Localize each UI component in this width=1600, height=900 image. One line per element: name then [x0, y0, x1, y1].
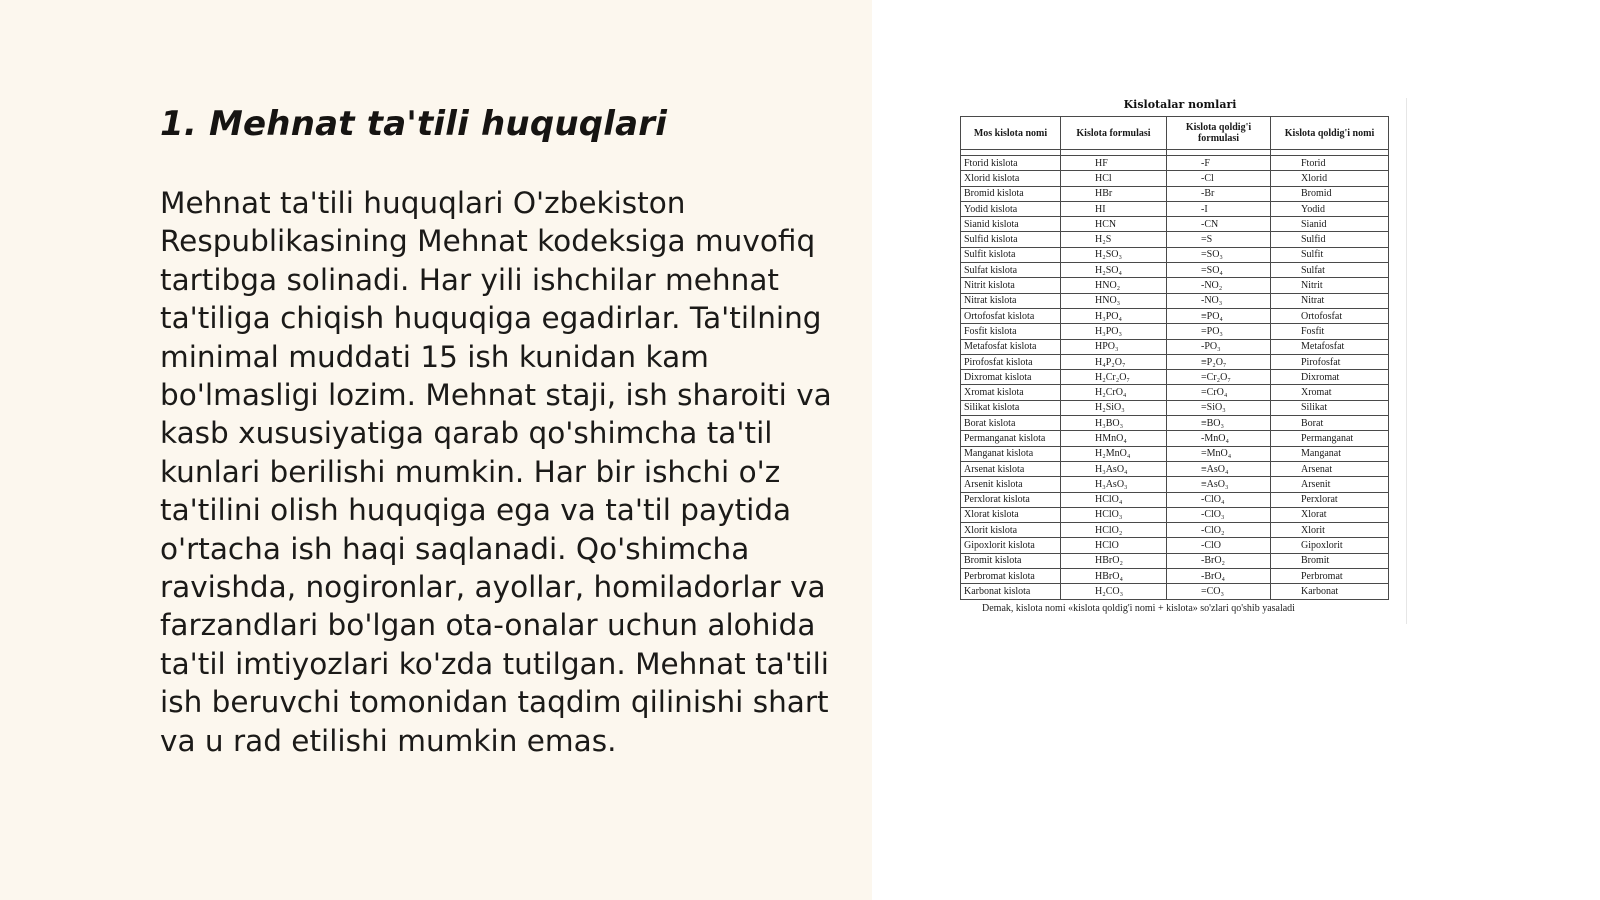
cell-residue-formula: =CrO₄ [1167, 385, 1271, 400]
table-row [961, 324, 1389, 339]
slide-title: 1. Mehnat ta'tili huquqlari [160, 104, 668, 144]
cell-residue-formula: -MnO₄ [1167, 431, 1271, 446]
cell-acid-formula: HBrO₂ [1061, 553, 1167, 568]
cell-acid-name: Nitrat kislota [961, 293, 1061, 308]
cell-acid-name: Ftorid kislota [961, 156, 1061, 171]
cell-residue-formula: -BrO₄ [1167, 569, 1271, 584]
cell-acid-name: Sulfat kislota [961, 263, 1061, 278]
cell-residue-formula: -Br [1167, 186, 1271, 201]
cell-acid-name: Manganat kislota [961, 446, 1061, 461]
cell-residue-name: Manganat [1271, 446, 1389, 461]
table-row [961, 278, 1389, 293]
figure-edge-line [1406, 98, 1407, 624]
table-row [961, 431, 1389, 446]
header-acid-name: Mos kislota nomi [961, 117, 1061, 150]
cell-residue-name: Ortofosfat [1271, 308, 1389, 323]
cell-acid-name: Arsenit kislota [961, 477, 1061, 492]
cell-acid-name: Karbonat kislota [961, 584, 1061, 599]
table-row [961, 217, 1389, 232]
cell-acid-formula: H₂CrO₄ [1061, 385, 1167, 400]
cell-residue-formula: -ClO₃ [1167, 507, 1271, 522]
table-row [961, 492, 1389, 507]
cell-acid-name: Xlorid kislota [961, 171, 1061, 186]
cell-acid-name: Permanganat kislota [961, 431, 1061, 446]
cell-acid-formula: HBrO₄ [1061, 569, 1167, 584]
acid-names-table-image [960, 96, 1400, 614]
table-row [961, 354, 1389, 369]
cell-residue-formula: -NO₂ [1167, 278, 1271, 293]
cell-acid-name: Fosfit kislota [961, 324, 1061, 339]
cell-residue-name: Bromit [1271, 553, 1389, 568]
cell-residue-name: Permanganat [1271, 431, 1389, 446]
cell-acid-formula: HClO₄ [1061, 492, 1167, 507]
cell-acid-formula: HI [1061, 201, 1167, 216]
cell-residue-formula: =CO₃ [1167, 584, 1271, 599]
cell-residue-formula: -I [1167, 201, 1271, 216]
cell-residue-name: Yodid [1271, 201, 1389, 216]
cell-acid-formula: H₃PO₄ [1061, 308, 1167, 323]
table-row [961, 247, 1389, 262]
cell-residue-formula: =Cr₂O₇ [1167, 370, 1271, 385]
cell-residue-formula: -ClO₂ [1167, 523, 1271, 538]
cell-residue-formula: ≡AsO₄ [1167, 461, 1271, 476]
table-row [961, 385, 1389, 400]
table-row [961, 507, 1389, 522]
cell-residue-formula: =MnO₄ [1167, 446, 1271, 461]
table-row [961, 569, 1389, 584]
cell-residue-name: Fosfit [1271, 324, 1389, 339]
cell-acid-formula: H₂SiO₃ [1061, 400, 1167, 415]
cell-acid-name: Gipoxlorit kislota [961, 538, 1061, 553]
cell-residue-name: Arsenit [1271, 477, 1389, 492]
cell-residue-name: Bromid [1271, 186, 1389, 201]
cell-residue-formula: =SO₃ [1167, 247, 1271, 262]
cell-acid-formula: H₃AsO₄ [1061, 461, 1167, 476]
header-acid-formula: Kislota formulasi [1061, 117, 1167, 150]
cell-acid-formula: HCN [1061, 217, 1167, 232]
cell-acid-name: Perxlorat kislota [961, 492, 1061, 507]
cell-residue-formula: ≡BO₃ [1167, 416, 1271, 431]
cell-acid-name: Xlorit kislota [961, 523, 1061, 538]
cell-residue-formula: ≡P₂O₇ [1167, 354, 1271, 369]
cell-acid-formula: HF [1061, 156, 1167, 171]
table-row [961, 553, 1389, 568]
cell-acid-name: Arsenat kislota [961, 461, 1061, 476]
table-caption: Kislotalar nomlari [1123, 98, 1237, 111]
cell-residue-name: Perbromat [1271, 569, 1389, 584]
cell-acid-name: Sianid kislota [961, 217, 1061, 232]
cell-residue-formula: =PO₃ [1167, 324, 1271, 339]
cell-acid-formula: H₂MnO₄ [1061, 446, 1167, 461]
cell-acid-name: Xromat kislota [961, 385, 1061, 400]
cell-acid-formula: HCl [1061, 171, 1167, 186]
table-row [961, 370, 1389, 385]
table-row [961, 477, 1389, 492]
cell-residue-name: Xlorit [1271, 523, 1389, 538]
cell-residue-name: Pirofosfat [1271, 354, 1389, 369]
cell-residue-name: Sulfit [1271, 247, 1389, 262]
cell-acid-name: Silikat kislota [961, 400, 1061, 415]
slide-body-text: Mehnat ta'tili huquqlari O'zbekiston Respublikasining Mehnat kodeksiga muvofiq tartibga solinadi. Har yili ishchilar mehnat ta'tiliga chiqish huquqiga egadirlar. Ta'tilning minimal muddati 15 ish kunidan kam bo'lmasligi lozim. Mehnat staji, ish sharoiti va kasb xususiyatiga qarab qo'shimcha ta'til kunlari berilishi mumkin. Har bir ishchi o'z ta'tilini olish huquqiga ega va ta'til paytida o'rtacha ish haqi saqlanadi. Qo'shimcha ravishda, nogironlar, ayollar, homiladorlar va farzandlari bo'lgan ota-onalar uchun alohida ta'til imtiyozlari ko'zda tutilgan. Mehnat ta'tili ish beruvchi tomonidan taqdim qilinishi shart va u rad etilishi mumkin emas. [160, 186, 832, 758]
cell-acid-name: Metafosfat kislota [961, 339, 1061, 354]
cell-residue-name: Borat [1271, 416, 1389, 431]
table-row [961, 523, 1389, 538]
cell-residue-name: Perxlorat [1271, 492, 1389, 507]
cell-acid-name: Pirofosfat kislota [961, 354, 1061, 369]
cell-residue-formula: -NO₃ [1167, 293, 1271, 308]
cell-acid-name: Sulfid kislota [961, 232, 1061, 247]
cell-acid-name: Ortofosfat kislota [961, 308, 1061, 323]
cell-residue-formula: -BrO₂ [1167, 553, 1271, 568]
cell-acid-formula: H₄P₂O₇ [1061, 354, 1167, 369]
cell-acid-name: Yodid kislota [961, 201, 1061, 216]
table-row [961, 201, 1389, 216]
table-row [961, 339, 1389, 354]
table-row [961, 416, 1389, 431]
cell-residue-formula: -ClO₄ [1167, 492, 1271, 507]
table-row [961, 584, 1389, 599]
cell-residue-formula: =SO₄ [1167, 263, 1271, 278]
cell-acid-name: Nitrit kislota [961, 278, 1061, 293]
cell-acid-formula: H₃BO₃ [1061, 416, 1167, 431]
table-row [961, 293, 1389, 308]
cell-residue-formula: ≡AsO₃ [1167, 477, 1271, 492]
table-row [961, 538, 1389, 553]
table-row [961, 308, 1389, 323]
cell-residue-name: Sulfid [1271, 232, 1389, 247]
table-row [961, 400, 1389, 415]
cell-acid-formula: HClO₂ [1061, 523, 1167, 538]
cell-residue-name: Xlorat [1271, 507, 1389, 522]
cell-acid-formula: H₂CO₃ [1061, 584, 1167, 599]
cell-residue-formula: =SiO₃ [1167, 400, 1271, 415]
cell-residue-name: Nitrat [1271, 293, 1389, 308]
table-row [961, 461, 1389, 476]
cell-acid-formula: HMnO₄ [1061, 431, 1167, 446]
table-footnote: Demak, kislota nomi «kislota qoldig'i nomi + kislota» so'zlari qo'shib yasaladi [982, 602, 1295, 614]
cell-acid-formula: H₃PO₃ [1061, 324, 1167, 339]
cell-residue-name: Metafosfat [1271, 339, 1389, 354]
table-row [961, 263, 1389, 278]
cell-acid-formula: HBr [1061, 186, 1167, 201]
cell-residue-name: Xlorid [1271, 171, 1389, 186]
cell-acid-name: Bromit kislota [961, 553, 1061, 568]
cell-residue-name: Sianid [1271, 217, 1389, 232]
cell-residue-name: Arsenat [1271, 461, 1389, 476]
cell-acid-name: Perbromat kislota [961, 569, 1061, 584]
cell-acid-formula: H₂S [1061, 232, 1167, 247]
cell-acid-formula: HClO₃ [1061, 507, 1167, 522]
cell-acid-name: Sulfit kislota [961, 247, 1061, 262]
cell-acid-formula: H₂SO₃ [1061, 247, 1167, 262]
cell-residue-formula: -PO₃ [1167, 339, 1271, 354]
cell-acid-formula: H₃AsO₃ [1061, 477, 1167, 492]
table-row [961, 171, 1389, 186]
cell-residue-name: Gipoxlorit [1271, 538, 1389, 553]
cell-acid-formula: HNO₂ [1061, 278, 1167, 293]
acid-names-table [960, 116, 1389, 600]
cell-residue-name: Karbonat [1271, 584, 1389, 599]
cell-acid-name: Dixromat kislota [961, 370, 1061, 385]
cell-residue-formula: =S [1167, 232, 1271, 247]
cell-acid-formula: H₂Cr₂O₇ [1061, 370, 1167, 385]
header-residue-name: Kislota qoldig'i nomi [1271, 117, 1389, 150]
cell-acid-formula: HNO₃ [1061, 293, 1167, 308]
table-row [961, 232, 1389, 247]
table-row [961, 186, 1389, 201]
cell-residue-formula: -F [1167, 156, 1271, 171]
table-row [961, 446, 1389, 461]
cell-acid-name: Bromid kislota [961, 186, 1061, 201]
cell-residue-name: Xromat [1271, 385, 1389, 400]
cell-residue-formula: -Cl [1167, 171, 1271, 186]
header-residue-formula: Kislota qoldig'i formulasi [1167, 117, 1271, 150]
cell-residue-name: Silikat [1271, 400, 1389, 415]
cell-residue-name: Ftorid [1271, 156, 1389, 171]
cell-residue-name: Nitrit [1271, 278, 1389, 293]
cell-residue-name: Sulfat [1271, 263, 1389, 278]
table-body [961, 150, 1389, 600]
table-header-row [961, 117, 1389, 150]
cell-acid-name: Borat kislota [961, 416, 1061, 431]
cell-residue-name: Dixromat [1271, 370, 1389, 385]
cell-residue-formula: ≡PO₄ [1167, 308, 1271, 323]
cell-acid-name: Xlorat kislota [961, 507, 1061, 522]
cell-acid-formula: H₂SO₄ [1061, 263, 1167, 278]
cell-acid-formula: HClO [1061, 538, 1167, 553]
cell-residue-formula: -ClO [1167, 538, 1271, 553]
cell-acid-formula: HPO₃ [1061, 339, 1167, 354]
cell-residue-formula: -CN [1167, 217, 1271, 232]
table-row [961, 156, 1389, 171]
